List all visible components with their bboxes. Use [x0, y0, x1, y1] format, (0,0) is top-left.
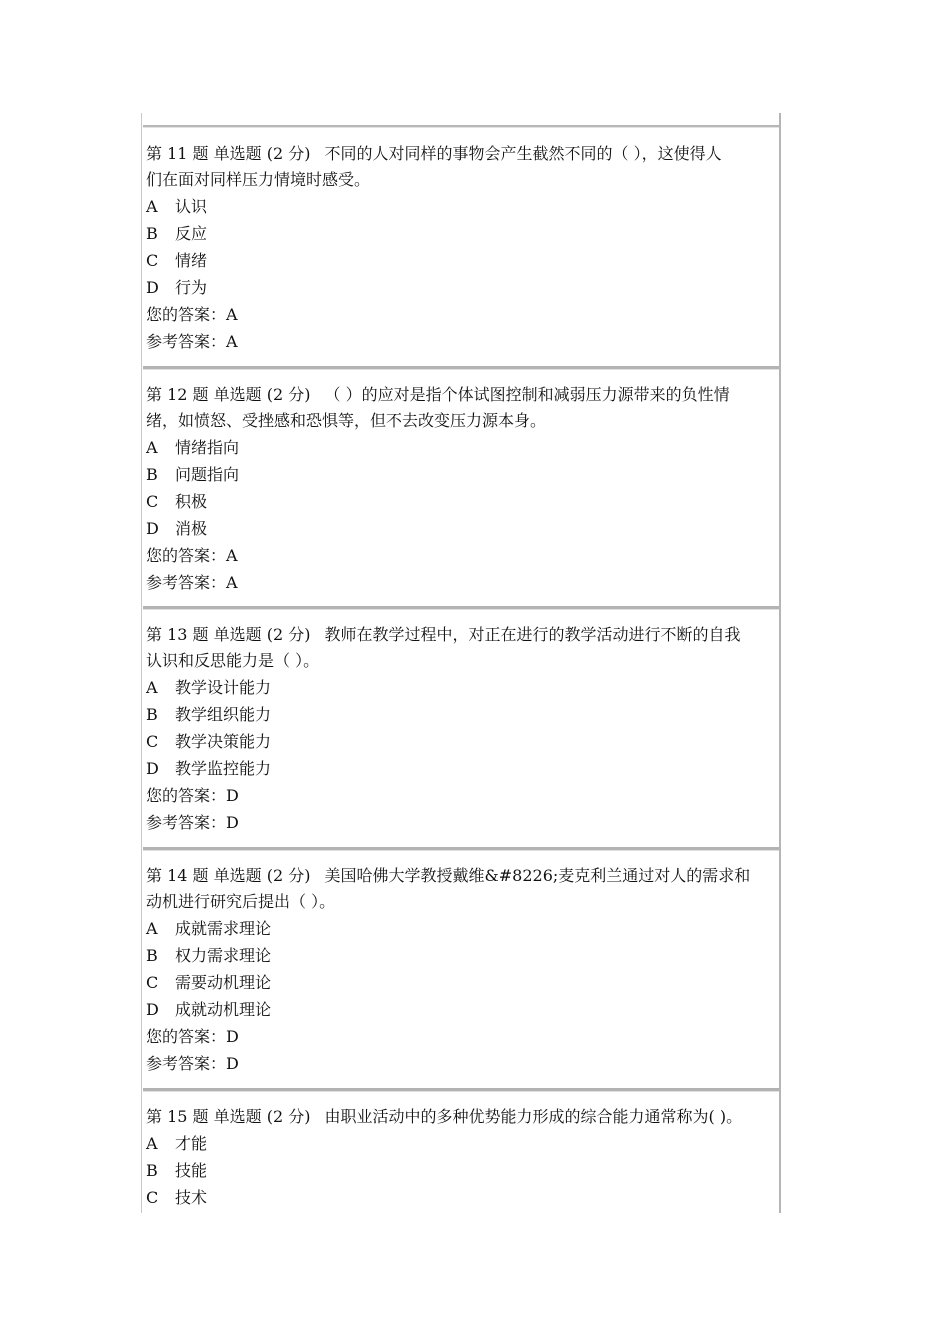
option-text: 积极: [175, 492, 208, 511]
option-text: 认识: [175, 197, 208, 216]
question-score: (2 分): [266, 144, 311, 163]
option: [146, 193, 780, 220]
option-letter: C: [146, 973, 159, 992]
option: [146, 1184, 780, 1211]
your-answer: 您的答案：A: [146, 546, 238, 565]
option: [146, 461, 780, 488]
option-letter: C: [146, 251, 159, 270]
question-score: (2 分): [266, 1107, 311, 1126]
question-12: [146, 382, 780, 596]
question-score: (2 分): [266, 866, 311, 885]
option: [146, 1157, 780, 1184]
option: [146, 515, 780, 542]
option-letter: B: [146, 1161, 158, 1180]
question-stem: 美国哈佛大学教授戴维&#8226;麦克利兰通过对人的需求和: [324, 866, 751, 885]
option: [146, 942, 780, 969]
option: [146, 488, 780, 515]
option-letter: C: [146, 492, 159, 511]
option: [146, 674, 780, 701]
question-13: [146, 622, 780, 836]
question-14: [146, 863, 780, 1077]
option: [146, 996, 780, 1023]
reference-answer: 参考答案：A: [146, 573, 238, 592]
question-type: 单选题: [213, 625, 262, 644]
option-text: 教学组织能力: [175, 705, 272, 724]
your-answer: 您的答案：A: [146, 305, 238, 324]
option: [146, 728, 780, 755]
option-text: 反应: [175, 224, 208, 243]
question-header: [146, 863, 780, 889]
option-text: 权力需求理论: [175, 946, 272, 965]
option-text: 成就需求理论: [175, 919, 272, 938]
option: [146, 701, 780, 728]
question-stem: （ ）的应对是指个体试图控制和减弱压力源带来的负性情: [324, 385, 730, 404]
question-divider: [143, 366, 779, 370]
question-stem-cont: 绪，如愤怒、受挫感和恐惧等，但不去改变压力源本身。: [146, 411, 547, 430]
question-15: [146, 1104, 780, 1211]
option-letter: A: [146, 438, 158, 457]
top-divider: [143, 125, 779, 128]
reference-answer: 参考答案：D: [146, 1054, 239, 1073]
your-answer: 您的答案：D: [146, 786, 239, 805]
question-score: (2 分): [266, 625, 311, 644]
question-header: [146, 141, 780, 167]
question-stem: 教师在教学过程中，对正在进行的教学活动进行不断的自我: [324, 625, 741, 644]
option-letter: C: [146, 732, 159, 751]
question-divider: [143, 1088, 779, 1092]
option-letter: A: [146, 1134, 158, 1153]
option-text: 成就动机理论: [175, 1000, 272, 1019]
option-letter: A: [146, 678, 158, 697]
question-number: 第 11 题: [146, 144, 209, 163]
question-type: 单选题: [213, 1107, 262, 1126]
reference-answer: 参考答案：D: [146, 813, 239, 832]
option-letter: A: [146, 919, 158, 938]
option: [146, 274, 780, 301]
question-divider: [143, 847, 779, 851]
option: [146, 247, 780, 274]
your-answer: 您的答案：D: [146, 1027, 239, 1046]
option-text: 技术: [175, 1188, 208, 1207]
option-text: 需要动机理论: [175, 973, 272, 992]
option-letter: D: [146, 519, 159, 538]
option: [146, 434, 780, 461]
option-letter: B: [146, 224, 158, 243]
option-text: 情绪指向: [175, 438, 240, 457]
option-letter: D: [146, 759, 159, 778]
option-letter: B: [146, 465, 158, 484]
option-letter: D: [146, 278, 159, 297]
option-text: 消极: [175, 519, 208, 538]
option-letter: B: [146, 946, 158, 965]
question-type: 单选题: [213, 385, 262, 404]
question-type: 单选题: [213, 144, 262, 163]
question-stem-cont: 们在面对同样压力情境时感受。: [146, 170, 371, 189]
option-letter: B: [146, 705, 158, 724]
question-score: (2 分): [266, 385, 311, 404]
question-number: 第 13 题: [146, 625, 209, 644]
reference-answer: 参考答案：A: [146, 332, 238, 351]
option-text: 技能: [175, 1161, 208, 1180]
question-stem: 不同的人对同样的事物会产生截然不同的（ ），这使得人: [324, 144, 722, 163]
option-letter: C: [146, 1188, 159, 1207]
option-text: 行为: [175, 278, 208, 297]
option-text: 情绪: [175, 251, 208, 270]
option-text: 教学决策能力: [175, 732, 272, 751]
question-stem: 由职业活动中的多种优势能力形成的综合能力通常称为( )。: [324, 1107, 743, 1126]
option: [146, 915, 780, 942]
question-number: 第 14 题: [146, 866, 209, 885]
option-text: 问题指向: [175, 465, 240, 484]
option-text: 教学监控能力: [175, 759, 272, 778]
question-header: [146, 622, 780, 648]
option: [146, 969, 780, 996]
question-header: [146, 1104, 780, 1130]
question-type: 单选题: [213, 866, 262, 885]
option-letter: D: [146, 1000, 159, 1019]
question-number: 第 12 题: [146, 385, 209, 404]
question-number: 第 15 题: [146, 1107, 209, 1126]
question-stem-cont: 认识和反思能力是（ ）。: [146, 651, 320, 670]
option: [146, 220, 780, 247]
option-text: 才能: [175, 1134, 208, 1153]
question-header: [146, 382, 780, 408]
question-divider: [143, 606, 779, 610]
option-letter: A: [146, 197, 158, 216]
question-11: [146, 141, 780, 355]
option-text: 教学设计能力: [175, 678, 272, 697]
option: [146, 1130, 780, 1157]
question-stem-cont: 动机进行研究后提出（ ）。: [146, 892, 336, 911]
option: [146, 755, 780, 782]
